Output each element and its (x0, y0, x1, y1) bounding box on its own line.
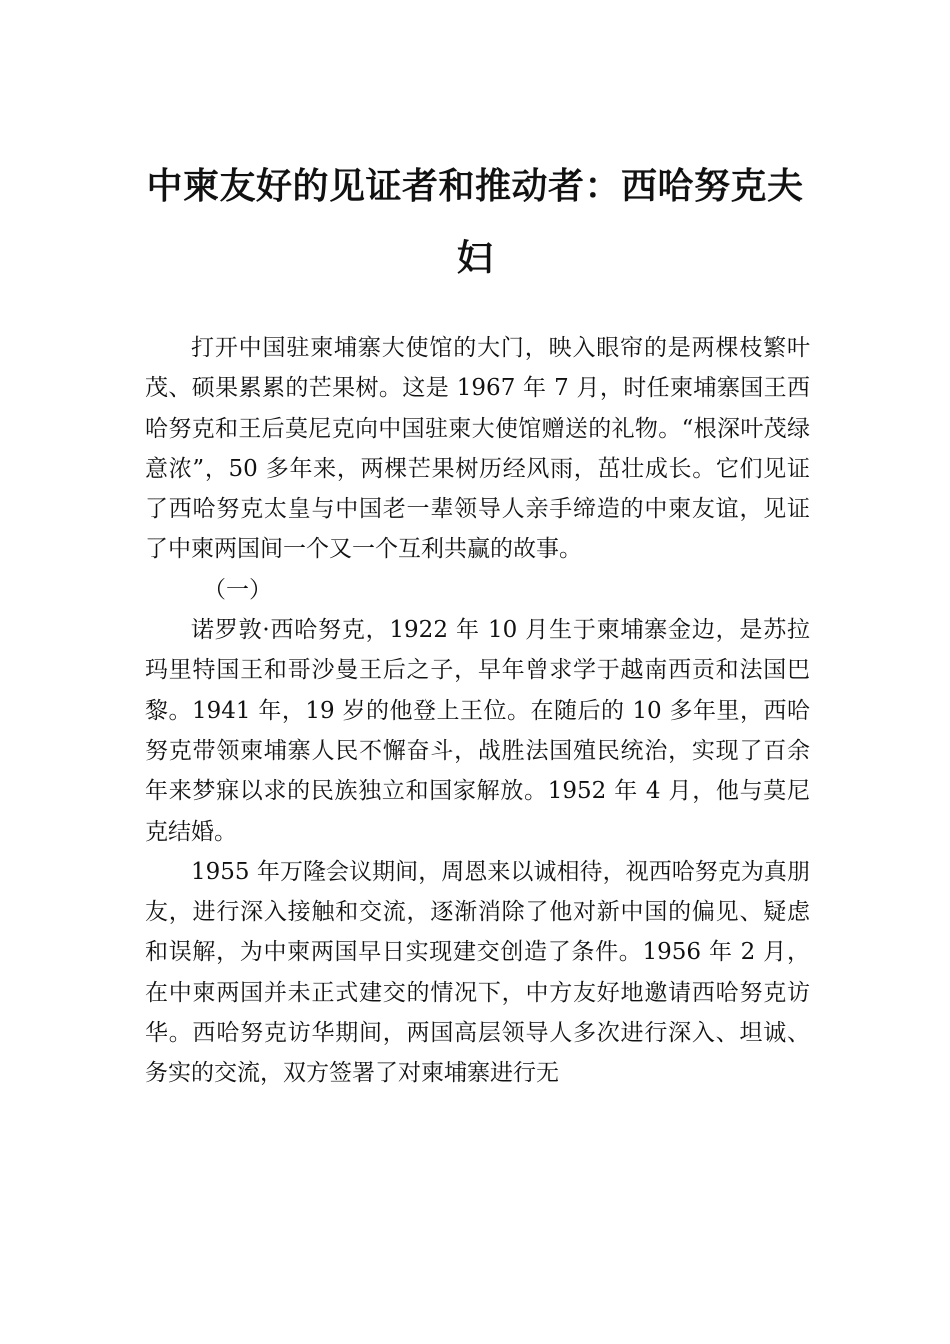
paragraph-intro: 打开中国驻柬埔寨大使馆的大门，映入眼帘的是两棵枝繁叶茂、硕果累累的芒果树。这是 1967 年 7 月，时任柬埔寨国王西哈努克和王后莫尼克向中国驻柬大使馆赠送的礼物。“根深叶茂绿意浓”，50 多年来，两棵芒果树历经风雨，茁壮成长。它们见证了西哈努克太皇与中国老一辈领导人亲手缔造的中柬友谊，见证了中柬两国间一个又一个互利共赢的故事。 (145, 335, 810, 563)
paragraph-bandung: 1955 年万隆会议期间，周恩来以诚相待，视西哈努克为真朋友，进行深入接触和交流，逐渐消除了他对新中国的偏见、疑虑和误解，为中柬两国早日实现建交创造了条件。1956 年 2 月，在中柬两国并未正式建交的情况下，中方友好地邀请西哈努克访华。西哈努克访华期间，两国高层领导人多次进行深入、坦诚、务实的交流，双方签署了对柬埔寨进行无 (145, 858, 810, 1087)
paragraph-biography: 诺罗敦·西哈努克，1922 年 10 月生于柬埔寨金边，是苏拉玛里特国王和哥沙曼王后之子，早年曾求学于越南西贡和法国巴黎。1941 年，19 岁的他登上王位。在随后的 10 多年里，西哈努克带领柬埔寨人民不懈奋斗，战胜法国殖民统治，实现了百余年来梦寐以求的民族独立和国家解放。1952 年 4 月，他与莫尼克结婚。 (145, 617, 810, 845)
document-title: 中柬友好的见证者和推动者：西哈努克夫妇 (146, 165, 804, 279)
section-heading-one: （一） (203, 576, 272, 603)
document-body (145, 328, 810, 1094)
